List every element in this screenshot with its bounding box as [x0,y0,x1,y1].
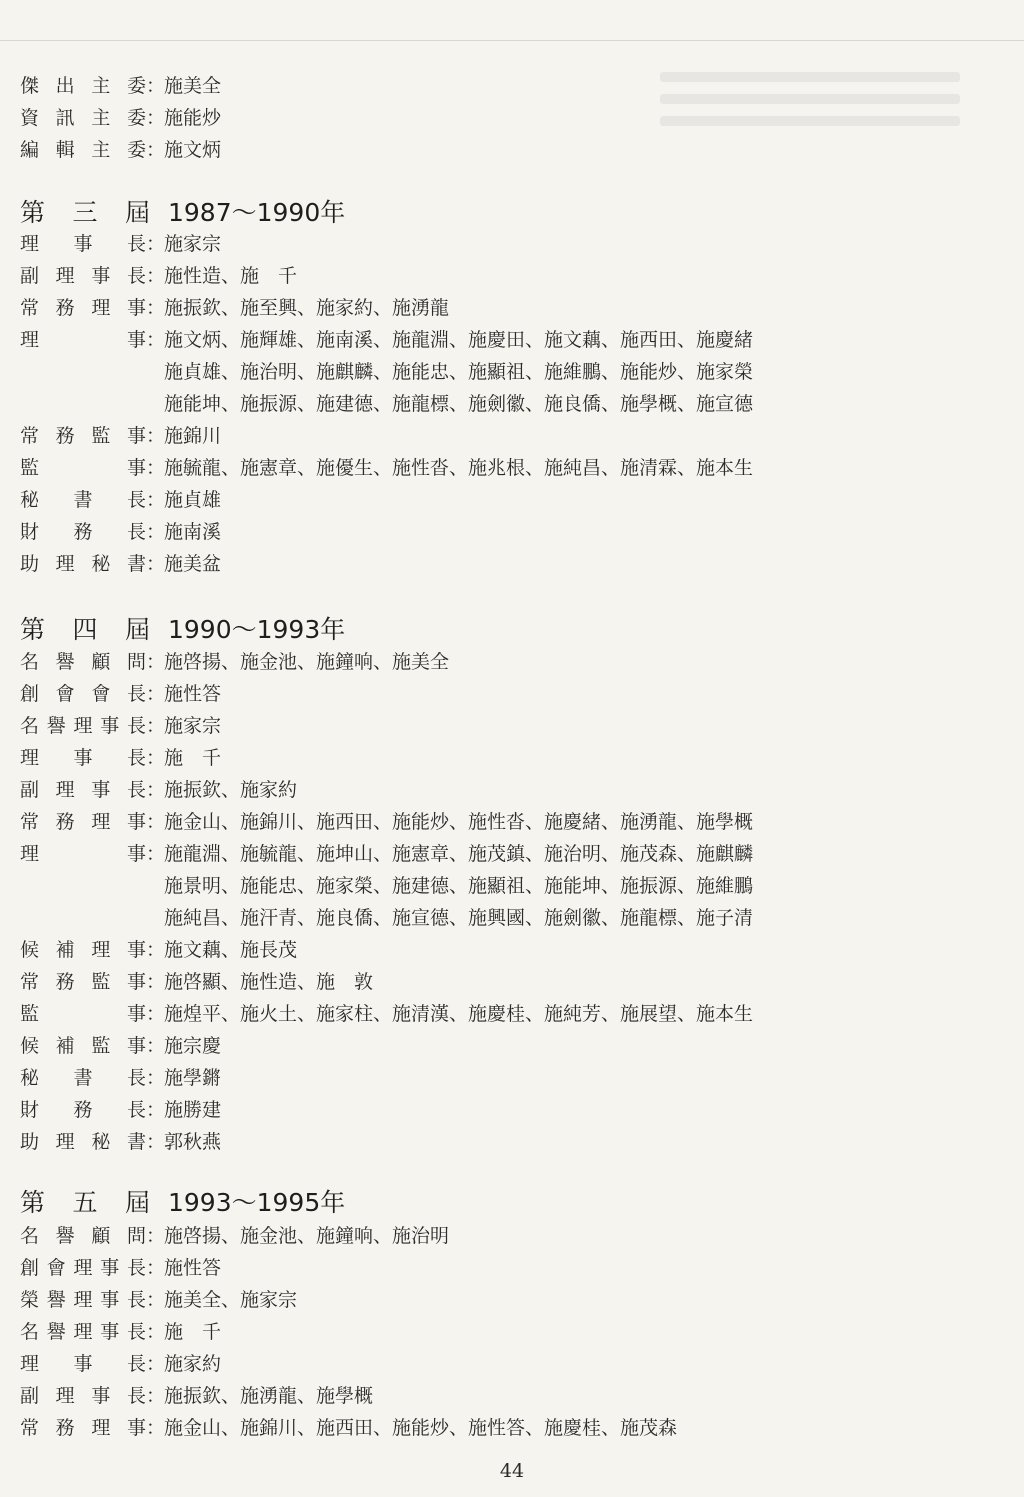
role-label: 副理事長 [20,265,146,287]
roster-row: 監事：施毓龍、施憲章、施優生、施性沓、施兆根、施純昌、施清霖、施本生 [20,452,753,484]
roster-row: 常務監事：施啓顯、施性造、施 敦 [20,966,373,998]
member-names: 施性答 [164,683,222,705]
member-names: 施煌平、施火土、施家柱、施清漢、施慶桂、施純芳、施展望、施本生 [164,1003,754,1025]
member-names: 施金山、施錦川、施西田、施能炒、施性沓、施慶緒、施湧龍、施學概 [164,811,754,833]
role-label: 監事 [20,457,146,479]
role-label: 副理事長 [20,1385,146,1407]
roster-row: 榮譽理事長：施美全、施家宗 [20,1284,297,1316]
member-names: 施啓揚、施金池、施鐘响、施美全 [164,651,450,673]
member-names: 施毓龍、施憲章、施優生、施性沓、施兆根、施純昌、施清霖、施本生 [164,457,754,479]
member-names: 施能炒 [164,107,222,129]
page-number: 44 [499,1460,525,1482]
member-names: 施宗慶 [164,1035,222,1057]
member-names: 施家約 [164,1353,222,1375]
role-label: 理事 [20,843,146,865]
role-label: 常務監事 [20,425,146,447]
member-names: 施振欽、施家約 [164,779,298,801]
roster-row: 助理秘書：郭秋燕 [20,1126,221,1158]
roster-row: 創會理事長：施性答 [20,1252,221,1284]
roster-row: 理事長：施 千 [20,742,221,774]
role-label: 榮譽理事長 [20,1289,146,1311]
member-names: 施學鏘 [164,1067,222,1089]
member-names: 施南溪 [164,521,222,543]
roster-row: 理事長：施家宗 [20,228,221,260]
roster-row: 助理秘書：施美盆 [20,548,221,580]
roster-row: 副理事長：施性造、施 千 [20,260,297,292]
roster-row: 常務理事：施金山、施錦川、施西田、施能炒、施性沓、施慶緒、施湧龍、施學概 [20,806,753,838]
member-names: 施貞雄 [164,489,222,511]
role-label: 常務理事 [20,297,146,319]
roster-row: 名譽顧問：施啓揚、施金池、施鐘响、施治明 [20,1220,449,1252]
role-label: 創會會長 [20,683,146,705]
roster-row: 財務長：施勝建 [20,1094,221,1126]
term-heading [20,612,345,648]
role-label: 理事長 [20,233,146,255]
role-label: 理事長 [20,747,146,769]
term-title: 第三屆 [20,198,150,227]
member-names: 施美全 [164,75,222,97]
member-names-continued: 施純昌、施汗青、施良僑、施宣德、施興國、施劍徽、施龍標、施子清 [164,907,754,929]
member-names: 施啓揚、施金池、施鐘响、施治明 [164,1225,450,1247]
role-label: 助理秘書 [20,553,146,575]
role-label: 候補監事 [20,1035,146,1057]
member-names: 施 千 [164,1321,222,1343]
roster-row: 監事：施煌平、施火土、施家柱、施清漢、施慶桂、施純芳、施展望、施本生 [20,998,753,1030]
member-names: 施金山、施錦川、施西田、施能炒、施性答、施慶桂、施茂森 [164,1417,678,1439]
roster-row: 候補理事：施文藕、施長茂 [20,934,297,966]
term-years: 1987～1990年 [168,198,346,227]
member-names: 施 千 [164,747,222,769]
roster-row: 傑出主委：施美全 [20,70,221,102]
role-label: 財務長 [20,1099,146,1121]
term-years: 1990～1993年 [168,615,346,644]
roster-row: 常務理事：施振欽、施至興、施家約、施湧龍 [20,292,449,324]
role-label: 理事 [20,329,146,351]
member-names: 施家宗 [164,233,222,255]
roster-row: 秘書長：施貞雄 [20,484,221,516]
roster-row: 秘書長：施學鏘 [20,1062,221,1094]
role-label: 名譽顧問 [20,1225,146,1247]
member-names: 郭秋燕 [164,1131,222,1153]
member-names-continued: 施貞雄、施治明、施麒麟、施能忠、施顯祖、施維鵬、施能炒、施家榮 [164,361,754,383]
role-label: 名譽理事長 [20,715,146,737]
member-names: 施文炳 [164,139,222,161]
role-label: 常務理事 [20,811,146,833]
role-label: 創會理事長 [20,1257,146,1279]
member-names: 施龍淵、施毓龍、施坤山、施憲章、施茂鎮、施治明、施茂森、施麒麟 [164,843,754,865]
member-names: 施文藕、施長茂 [164,939,298,961]
member-names: 施振欽、施湧龍、施學概 [164,1385,374,1407]
bleed-through-shadow [660,60,960,170]
role-label: 秘書長 [20,489,146,511]
member-names: 施性造、施 千 [164,265,298,287]
role-label: 副理事長 [20,779,146,801]
roster-row: 理事：施龍淵、施毓龍、施坤山、施憲章、施茂鎮、施治明、施茂森、施麒麟 [20,838,753,870]
member-names: 施性答 [164,1257,222,1279]
page-top-edge [0,40,1024,41]
role-label: 理事長 [20,1353,146,1375]
term-heading [20,1185,345,1221]
role-label: 名譽理事長 [20,1321,146,1343]
member-names: 施錦川 [164,425,222,447]
roster-row: 副理事長：施振欽、施家約 [20,774,297,806]
roster-row: 候補監事：施宗慶 [20,1030,221,1062]
member-names: 施勝建 [164,1099,222,1121]
role-label: 傑出主委 [20,75,146,97]
role-label: 監事 [20,1003,146,1025]
term-years: 1993～1995年 [168,1188,346,1217]
role-label: 編輯主委 [20,139,146,161]
member-names: 施美全、施家宗 [164,1289,298,1311]
role-label: 助理秘書 [20,1131,146,1153]
roster-row: 理事：施文炳、施輝雄、施南溪、施龍淵、施慶田、施文藕、施西田、施慶緒 [20,324,753,356]
role-label: 常務理事 [20,1417,146,1439]
roster-row: 名譽顧問：施啓揚、施金池、施鐘响、施美全 [20,646,449,678]
term-title: 第四屆 [20,615,150,644]
roster-row: 常務理事：施金山、施錦川、施西田、施能炒、施性答、施慶桂、施茂森 [20,1412,677,1444]
member-names: 施振欽、施至興、施家約、施湧龍 [164,297,450,319]
roster-row: 名譽理事長：施 千 [20,1316,221,1348]
member-names: 施家宗 [164,715,222,737]
term-heading [20,195,345,231]
roster-row: 名譽理事長：施家宗 [20,710,221,742]
member-names: 施美盆 [164,553,222,575]
role-label: 財務長 [20,521,146,543]
member-names: 施啓顯、施性造、施 敦 [164,971,374,993]
roster-row: 常務監事：施錦川 [20,420,221,452]
member-names: 施文炳、施輝雄、施南溪、施龍淵、施慶田、施文藕、施西田、施慶緒 [164,329,754,351]
roster-row: 副理事長：施振欽、施湧龍、施學概 [20,1380,373,1412]
role-label: 名譽顧問 [20,651,146,673]
member-names-continued: 施能坤、施振源、施建德、施龍標、施劍徽、施良僑、施學概、施宣德 [164,393,754,415]
roster-row: 理事長：施家約 [20,1348,221,1380]
roster-row: 資訊主委：施能炒 [20,102,221,134]
term-title: 第五屆 [20,1188,150,1217]
roster-row: 編輯主委：施文炳 [20,134,221,166]
role-label: 常務監事 [20,971,146,993]
role-label: 資訊主委 [20,107,146,129]
roster-row: 財務長：施南溪 [20,516,221,548]
member-names-continued: 施景明、施能忠、施家榮、施建德、施顯祖、施能坤、施振源、施維鵬 [164,875,754,897]
roster-row: 創會會長：施性答 [20,678,221,710]
role-label: 候補理事 [20,939,146,961]
role-label: 秘書長 [20,1067,146,1089]
